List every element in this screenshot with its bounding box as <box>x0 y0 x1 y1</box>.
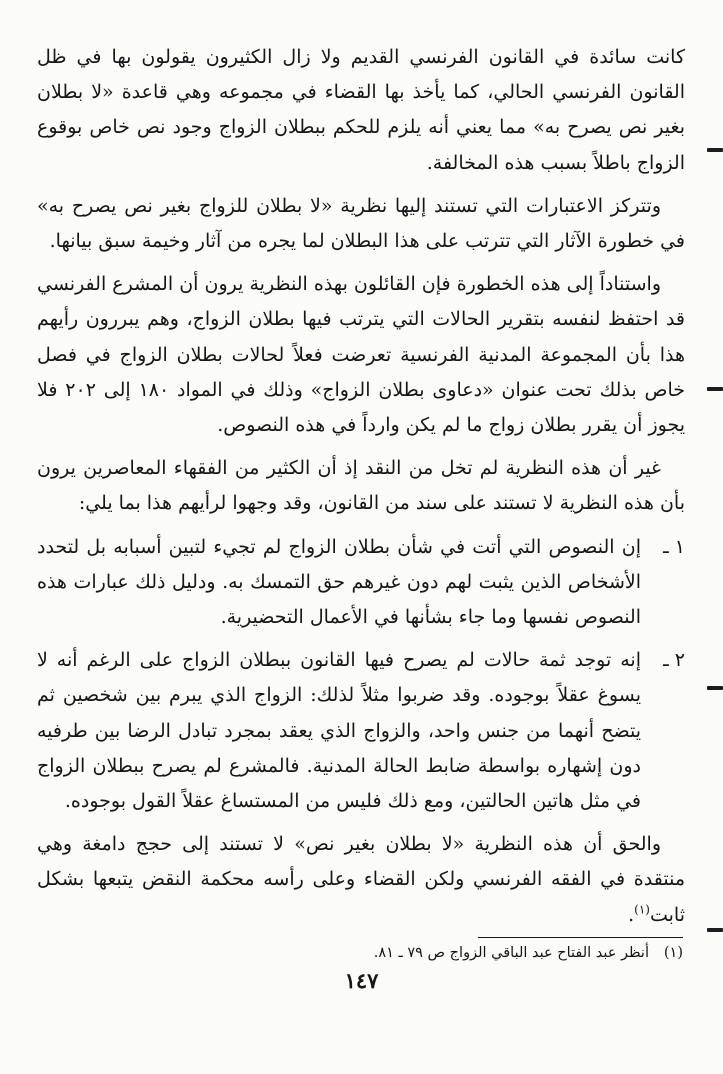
footnote-number: (١) <box>663 945 683 961</box>
paragraph: غير أن هذه النظرية لم تخل من النقد إذ أن الكثير من الفقهاء المعاصرين يرون بأن هذه النظرية لا تستند على سند من القانون، وقد وجهوا لرأيهم هذا بما يلي: <box>37 457 685 515</box>
margin-mark <box>707 387 723 391</box>
paragraph: وتتركز الاعتبارات التي تستند إليها نظرية «لا بطلان للزواج بغير نص يصرح به» في خطورة الآثار التي تترتب على هذا البطلان لما يجره من آثار وخيمة سبق بيانها. <box>37 194 685 253</box>
page-body <box>37 40 685 941</box>
closing-paragraph <box>37 827 685 933</box>
margin-mark <box>707 686 723 690</box>
list-item-text: إنه توجد ثمة حالات لم يصرح فيها القانون ببطلان الزواج على الرغم أنه لا يسوغ عقلاً بوجوده. وقد ضربوا مثلاً لذلك: الزواج الذي يبرم بين شخصين ثم يتضح أنهما من جنس واحد، والزواج الذي يعقد بمجرد تبادل الرضا بين طرفيه دون إشهاره بواسطة ضابط الحالة المدنية. فالمشرع لم يصرح ببطلان الزواج في مثل هاتين الحالتين، ومع ذلك فليس من المستساغ عقلاً القول بوجوده. <box>37 649 641 813</box>
footnote-text: أنظر عبد الفتاح عبد الباقي الزواج ص ٧٩ ـ ٨١. <box>373 945 649 961</box>
list-item-text: إن النصوص التي أتت في شأن بطلان الزواج لم تجيء لتبين أسبابه بل لتحدد الأشخاص الذين يثبت لهم دون غيرهم حق التمسك به. ودليل ذلك عبارات هذه النصوص نفسها وما جاء بشأنها في الأعمال التحضيرية. <box>37 535 641 629</box>
paragraph: كانت سائدة في القانون الفرنسي القديم ولا زال الكثيرون يقولون بها في ظل القانون الفرنسي الحالي، كما يأخذ بها القضاء في مجموعه وهي قاعدة «لا بطلان بغير نص يصرح به» مما يعني أنه يلزم للحكم ببطلان الزواج وجود نص خاص بوقوع الزواج باطلاً بسبب هذه المخالفة. <box>37 46 685 174</box>
closing-period: . <box>628 903 635 926</box>
footnote <box>43 942 683 964</box>
list-item-number: ١ ـ <box>663 535 685 558</box>
list-item <box>37 643 685 819</box>
margin-mark <box>707 148 723 152</box>
footnote-reference[interactable]: (١) <box>634 902 650 917</box>
list-item <box>37 530 685 636</box>
footnote-divider <box>478 937 683 938</box>
closing-paragraph-text: والحق أن هذه النظرية «لا بطلان بغير نص» لا تستند إلى حجج دامغة وهي منتقدة في الفقه الفرنسي ولكن القضاء وعلى رأسه محكمة النقض يتبعها بشكل ثابت <box>37 833 685 926</box>
list-item-number: ٢ ـ <box>663 649 685 672</box>
paragraph: واستناداً إلى هذه الخطورة فإن القائلون بهذه النظرية يرون أن المشرع الفرنسي قد احتفظ لنفسه بتقرير الحالات التي يترتب فيها بطلان الزواج، وهم يبررون رأيهم هذا بأن المجموعة المدنية الفرنسية تعرضت فعلاً لحالات بطلان الزواج في فصل خاص بذلك تحت عنوان «دعاوى بطلان الزواج» وذلك في المواد ١٨٠ إلى ٢٠٢ فلا يجوز أن يقرر بطلان زواج ما لم يكن وارداً في هذه النصوص. <box>37 273 686 437</box>
page-number: ١٤٧ <box>344 968 379 993</box>
margin-mark <box>707 928 723 932</box>
